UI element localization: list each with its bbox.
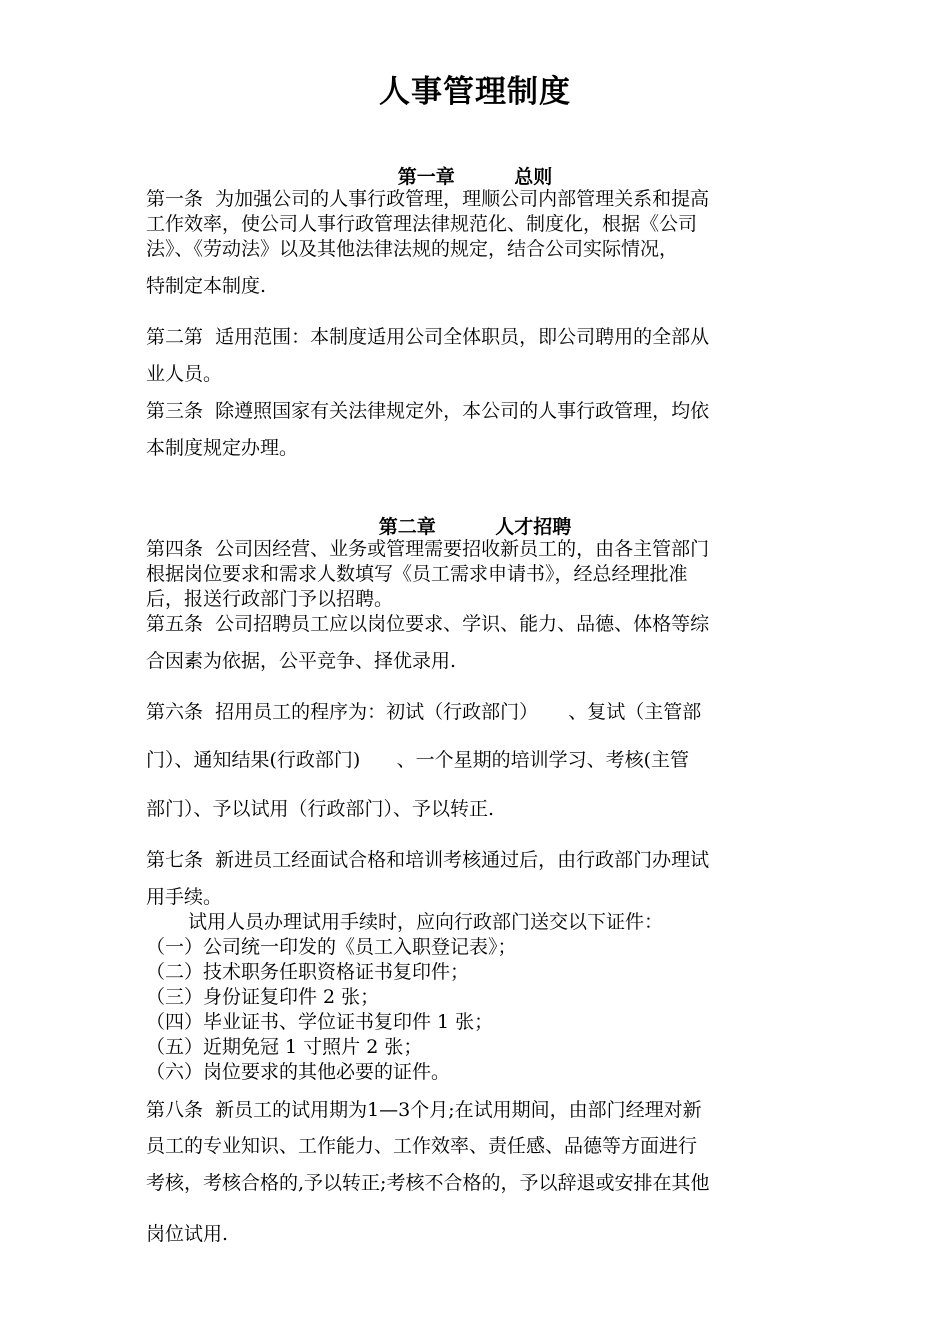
paragraph-line: 岗位试用.	[146, 1223, 229, 1245]
list-item: （四）毕业证书、学位证书复印件 1 张；	[146, 1011, 494, 1033]
paragraph-line: 员工的专业知识、工作能力、工作效率、责任感、品德等方面进行	[146, 1135, 698, 1157]
document-title: 人事管理制度	[379, 74, 571, 110]
list-item: （六）岗位要求的其他必要的证件。	[146, 1061, 451, 1083]
paragraph-line: 合因素为依据，公平竞争、择优录用.	[146, 650, 457, 672]
paragraph-line: 第七条 新进员工经面试合格和培训考核通过后，由行政部门办理试	[146, 849, 710, 871]
paragraph-line: 试用人员办理试用手续时，应向行政部门送交以下证件：	[188, 911, 664, 933]
list-item: （一）公司统一印发的《员工入职登记表》；	[146, 936, 517, 958]
list-item: （三）身份证复印件 2 张；	[146, 986, 380, 1008]
list-item: （二）技术职务任职资格证书复印件；	[146, 961, 470, 983]
paragraph-line: 第六条 招用员工的程序为：初试（行政部门） 、复试（主管部	[146, 701, 702, 723]
paragraph-line: 第四条 公司因经营、业务或管理需要招收新员工的，由各主管部门	[146, 538, 710, 560]
paragraph-line: 法》、《劳动法》以及其他法律法规的规定，结合公司实际情况，	[146, 238, 679, 260]
paragraph-line: 门）、通知结果(行政部门) 、一个星期的培训学习、考核(主管	[146, 749, 689, 771]
paragraph-line: 业人员。	[146, 363, 223, 385]
list-item: （五）近期免冠 1 寸照片 2 张；	[146, 1036, 423, 1058]
chapter-2-heading: 第二章 人才招聘	[378, 516, 572, 538]
paragraph-line: 第二第 适用范围：本制度适用公司全体职员，即公司聘用的全部从	[146, 326, 710, 348]
paragraph-line: 第五条 公司招聘员工应以岗位要求、学识、能力、品德、体格等综	[146, 613, 710, 635]
paragraph-line: 第八条 新员工的试用期为1—3个月;在试用期间，由部门经理对新	[146, 1099, 702, 1121]
paragraph-line: 用手续。	[146, 886, 223, 908]
paragraph-line: 根据岗位要求和需求人数填写《员工需求申请书》，经总经理批准	[146, 563, 688, 585]
paragraph-line: 第一条 为加强公司的人事行政管理，理顺公司内部管理关系和提高	[146, 188, 710, 210]
paragraph-line: 考核，考核合格的,予以转正;考核不合格的，予以辞退或安排在其他	[146, 1172, 710, 1194]
paragraph-line: 特制定本制度.	[146, 275, 267, 297]
paragraph-line: 部门）、予以试用（行政部门）、予以转正.	[146, 798, 495, 820]
paragraph-line: 本制度规定办理。	[146, 437, 299, 459]
paragraph-line: 工作效率，使公司人事行政管理法律规范化、制度化，根据《公司	[146, 213, 698, 235]
paragraph-line: 后，报送行政部门予以招聘。	[146, 588, 394, 610]
chapter-1-heading: 第一章 总则	[397, 166, 553, 188]
paragraph-line: 第三条 除遵照国家有关法律规定外，本公司的人事行政管理，均依	[146, 400, 710, 422]
